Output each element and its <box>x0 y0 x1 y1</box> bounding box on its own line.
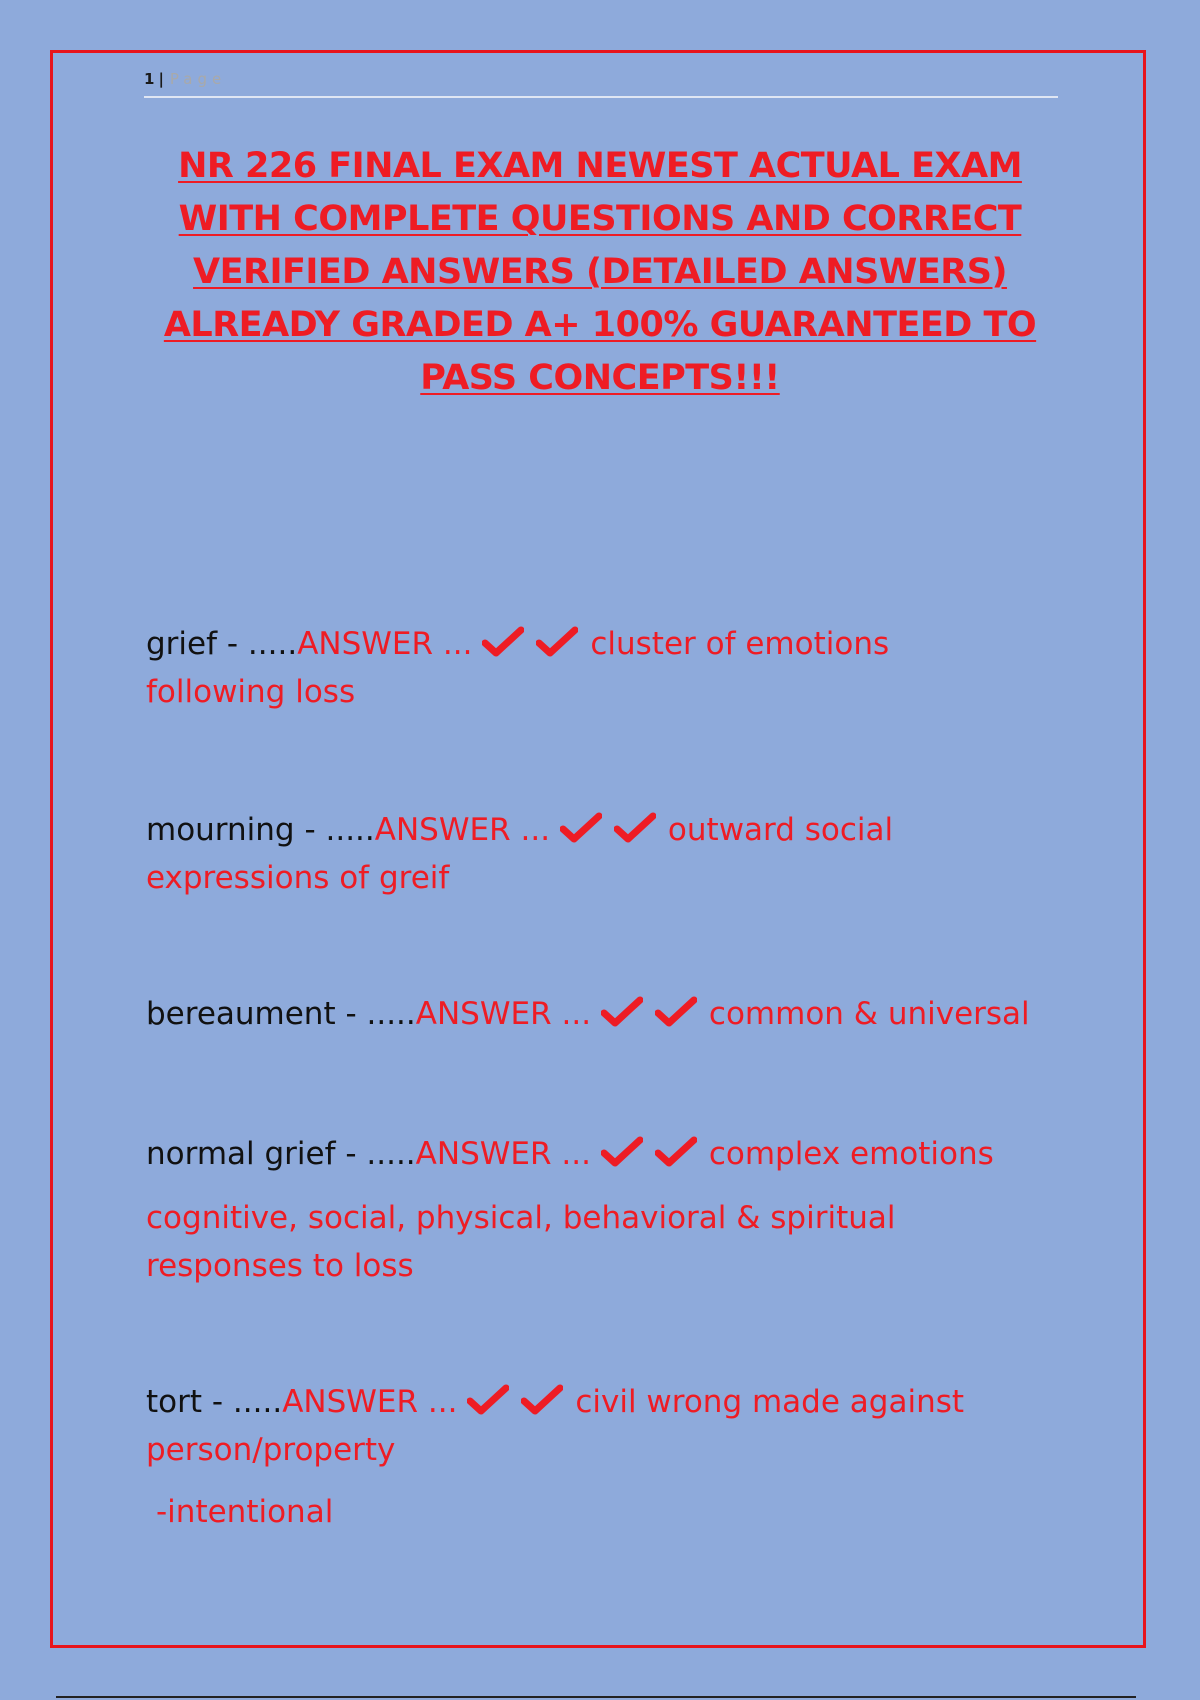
checkmark-icon <box>655 1134 697 1166</box>
answer-label: ANSWER ... <box>282 1384 458 1420</box>
qa-entry <box>146 620 1066 716</box>
page-number: 1 <box>144 70 155 88</box>
checkmark-icon <box>467 1382 509 1414</box>
entry-definition-cont: responses to loss <box>146 1248 414 1284</box>
entry-definition-cont: person/property <box>146 1432 396 1468</box>
checkmark-icon <box>482 624 524 656</box>
checkmark-icon <box>560 810 602 842</box>
qa-entry <box>146 1130 1066 1290</box>
entry-term: mourning - <box>146 812 326 848</box>
entry-dots: ..... <box>247 626 298 662</box>
entry-definition: complex emotions <box>708 1136 994 1172</box>
checkmark-icon <box>601 994 643 1026</box>
page-header <box>144 70 1058 98</box>
entry-dots: ..... <box>325 812 375 848</box>
qa-entry <box>146 990 1066 1038</box>
document-title: NR 226 FINAL EXAM NEWEST ACTUAL EXAM WITH COMPLETE QUESTIONS AND CORRECT VERIFIED ANSWERS (DETAILED ANSWERS) ALREADY GRADED A+ 100% GUARANTEED TO PASS CONCEPTS!!! <box>163 146 1037 398</box>
checkmark-icon <box>521 1382 563 1414</box>
entry-definition-cont: expressions of greif <box>146 860 450 896</box>
checkmark-icon <box>536 624 578 656</box>
entry-definition: cluster of emotions <box>590 626 890 662</box>
entry-term: grief - <box>146 626 248 662</box>
entry-definition: civil wrong made against <box>575 1384 965 1420</box>
entry-dots: ..... <box>366 996 416 1032</box>
qa-entry <box>146 806 1066 902</box>
entry-definition-cont: -intentional <box>156 1494 334 1530</box>
checkmark-icon <box>601 1134 643 1166</box>
entry-dots: ..... <box>232 1384 283 1420</box>
entry-definition: outward social <box>667 812 894 848</box>
answer-label: ANSWER ... <box>415 996 592 1032</box>
page-label: Page <box>169 70 227 88</box>
qa-entry <box>146 1378 1066 1536</box>
entry-definition-cont: cognitive, social, physical, behavioral & spiritual <box>146 1200 896 1236</box>
answer-label: ANSWER ... <box>415 1136 591 1172</box>
entry-term: tort - <box>146 1384 233 1420</box>
entry-dots: ..... <box>366 1136 416 1172</box>
entry-term: normal grief - <box>146 1136 367 1172</box>
checkmark-icon <box>614 810 656 842</box>
entry-definition: common & universal <box>708 996 1030 1032</box>
entry-definition-cont: following loss <box>146 674 356 710</box>
answer-label: ANSWER ... <box>374 812 551 848</box>
answer-label: ANSWER ... <box>297 626 473 662</box>
checkmark-icon <box>655 994 697 1026</box>
page-separator: | <box>158 70 164 88</box>
bottom-rule <box>56 1696 1136 1698</box>
entry-term: bereaument - <box>146 996 367 1032</box>
